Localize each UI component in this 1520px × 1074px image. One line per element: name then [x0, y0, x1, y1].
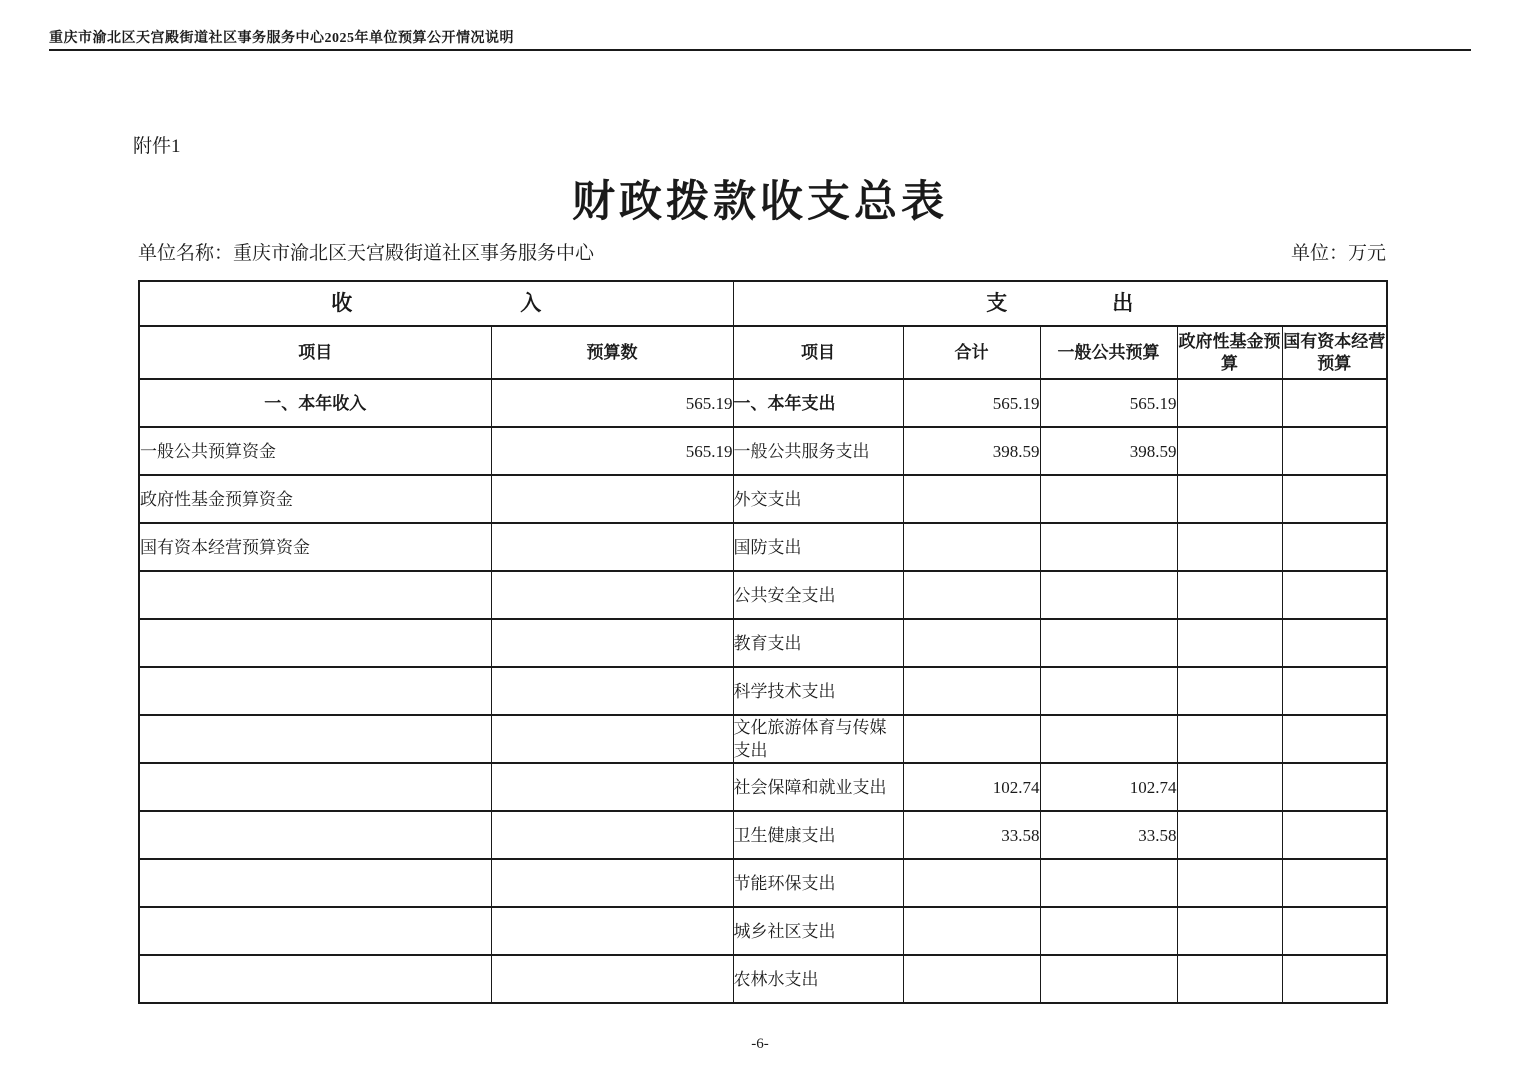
- cell-state-capital-budget: [1282, 955, 1387, 1003]
- cell-state-capital-budget: [1282, 379, 1387, 427]
- table-row: [139, 523, 1387, 571]
- cell-income-budget: [491, 955, 733, 1003]
- cell-general-budget: [1040, 667, 1177, 715]
- cell-expense-item: 城乡社区支出: [733, 907, 903, 955]
- cell-expense-item: 外交支出: [733, 475, 903, 523]
- table-row: [139, 763, 1387, 811]
- cell-income-item: [139, 859, 491, 907]
- cell-general-budget: [1040, 475, 1177, 523]
- cell-gov-fund-budget: [1177, 955, 1282, 1003]
- table-row: [139, 715, 1387, 763]
- cell-gov-fund-budget: [1177, 475, 1282, 523]
- cell-expense-total: [903, 907, 1040, 955]
- cell-income-budget: [491, 859, 733, 907]
- table-row: [139, 379, 1387, 427]
- cell-income-item: 一般公共预算资金: [139, 427, 491, 475]
- col-header-total: 合计: [903, 326, 1040, 379]
- page-number: -6-: [751, 1036, 769, 1052]
- cell-income-item: [139, 811, 491, 859]
- cell-expense-item: 卫生健康支出: [733, 811, 903, 859]
- cell-state-capital-budget: [1282, 571, 1387, 619]
- cell-expense-item: 节能环保支出: [733, 859, 903, 907]
- cell-income-item: [139, 571, 491, 619]
- cell-expense-total: [903, 715, 1040, 763]
- cell-income-budget: [491, 571, 733, 619]
- cell-income-budget: 565.19: [491, 379, 733, 427]
- table-row: [139, 475, 1387, 523]
- cell-state-capital-budget: [1282, 523, 1387, 571]
- col-header-expense-item: 项目: [733, 326, 903, 379]
- cell-income-item: [139, 667, 491, 715]
- cell-expense-item: 社会保障和就业支出: [733, 763, 903, 811]
- cell-general-budget: 398.59: [1040, 427, 1177, 475]
- cell-expense-total: [903, 859, 1040, 907]
- cell-expense-item: 文化旅游体育与传媒支出: [733, 715, 903, 763]
- table-row: [139, 907, 1387, 955]
- cell-general-budget: [1040, 715, 1177, 763]
- cell-expense-item: 公共安全支出: [733, 571, 903, 619]
- cell-income-budget: [491, 475, 733, 523]
- column-header-row: [139, 326, 1387, 379]
- cell-income-budget: 565.19: [491, 427, 733, 475]
- cell-gov-fund-budget: [1177, 859, 1282, 907]
- unit-name-label: 单位名称：重庆市渝北区天宫殿街道社区事务服务中心: [138, 243, 595, 264]
- cell-income-item: [139, 907, 491, 955]
- cell-expense-item: 教育支出: [733, 619, 903, 667]
- cell-state-capital-budget: [1282, 859, 1387, 907]
- cell-income-budget: [491, 811, 733, 859]
- cell-expense-total: 33.58: [903, 811, 1040, 859]
- cell-state-capital-budget: [1282, 619, 1387, 667]
- cell-income-item: [139, 955, 491, 1003]
- cell-expense-total: 398.59: [903, 427, 1040, 475]
- header-divider: [49, 49, 1471, 51]
- table-row: [139, 427, 1387, 475]
- col-header-gov-fund-budget: 政府性基金预算: [1177, 326, 1282, 379]
- cell-general-budget: 102.74: [1040, 763, 1177, 811]
- cell-expense-item: 一般公共服务支出: [733, 427, 903, 475]
- col-header-income-item: 项目: [139, 326, 491, 379]
- cell-gov-fund-budget: [1177, 667, 1282, 715]
- cell-gov-fund-budget: [1177, 907, 1282, 955]
- cell-income-item: 一、本年收入: [139, 379, 491, 427]
- unit-measure-label: 单位：万元: [1290, 243, 1386, 264]
- cell-general-budget: 33.58: [1040, 811, 1177, 859]
- table-row: [139, 955, 1387, 1003]
- col-header-general-budget: 一般公共预算: [1040, 326, 1177, 379]
- page-title: 财政拨款收支总表: [572, 179, 948, 226]
- cell-general-budget: [1040, 955, 1177, 1003]
- cell-gov-fund-budget: [1177, 763, 1282, 811]
- attachment-label: 附件1: [133, 136, 181, 157]
- cell-income-item: [139, 619, 491, 667]
- table-row: [139, 667, 1387, 715]
- cell-state-capital-budget: [1282, 763, 1387, 811]
- col-header-income-budget: 预算数: [491, 326, 733, 379]
- cell-income-item: [139, 763, 491, 811]
- cell-income-budget: [491, 763, 733, 811]
- cell-gov-fund-budget: [1177, 379, 1282, 427]
- cell-expense-item: 农林水支出: [733, 955, 903, 1003]
- cell-income-budget: [491, 523, 733, 571]
- group-header-row: [139, 281, 1387, 326]
- unit-info-row: [138, 238, 1386, 265]
- cell-expense-total: [903, 667, 1040, 715]
- cell-expense-item: 科学技术支出: [733, 667, 903, 715]
- cell-expense-total: [903, 475, 1040, 523]
- cell-gov-fund-budget: [1177, 427, 1282, 475]
- cell-state-capital-budget: [1282, 475, 1387, 523]
- cell-gov-fund-budget: [1177, 619, 1282, 667]
- cell-expense-item: 国防支出: [733, 523, 903, 571]
- table-row: [139, 571, 1387, 619]
- cell-state-capital-budget: [1282, 427, 1387, 475]
- cell-income-budget: [491, 667, 733, 715]
- table-row: [139, 859, 1387, 907]
- cell-gov-fund-budget: [1177, 571, 1282, 619]
- cell-income-budget: [491, 715, 733, 763]
- cell-income-budget: [491, 907, 733, 955]
- table-row: [139, 619, 1387, 667]
- cell-general-budget: [1040, 859, 1177, 907]
- cell-income-item: 政府性基金预算资金: [139, 475, 491, 523]
- cell-general-budget: [1040, 523, 1177, 571]
- cell-general-budget: [1040, 619, 1177, 667]
- cell-gov-fund-budget: [1177, 715, 1282, 763]
- cell-expense-item: 一、本年支出: [733, 379, 903, 427]
- cell-state-capital-budget: [1282, 667, 1387, 715]
- cell-general-budget: [1040, 571, 1177, 619]
- cell-expense-total: 565.19: [903, 379, 1040, 427]
- cell-gov-fund-budget: [1177, 811, 1282, 859]
- col-header-state-capital-budget: 国有资本经营预算: [1282, 326, 1387, 379]
- income-group-header: 收 入: [139, 281, 733, 326]
- cell-state-capital-budget: [1282, 907, 1387, 955]
- cell-expense-total: [903, 571, 1040, 619]
- budget-table-body: [139, 379, 1387, 1003]
- cell-income-item: 国有资本经营预算资金: [139, 523, 491, 571]
- expense-group-header: 支 出: [733, 281, 1387, 326]
- cell-expense-total: [903, 619, 1040, 667]
- cell-expense-total: 102.74: [903, 763, 1040, 811]
- cell-state-capital-budget: [1282, 715, 1387, 763]
- cell-income-budget: [491, 619, 733, 667]
- budget-table: [138, 280, 1388, 1004]
- cell-state-capital-budget: [1282, 811, 1387, 859]
- cell-general-budget: [1040, 907, 1177, 955]
- cell-income-item: [139, 715, 491, 763]
- cell-gov-fund-budget: [1177, 523, 1282, 571]
- table-row: [139, 811, 1387, 859]
- cell-general-budget: 565.19: [1040, 379, 1177, 427]
- cell-expense-total: [903, 955, 1040, 1003]
- document-header-note: 重庆市渝北区天宫殿街道社区事务服务中心2025年单位预算公开情况说明: [49, 31, 514, 46]
- cell-expense-total: [903, 523, 1040, 571]
